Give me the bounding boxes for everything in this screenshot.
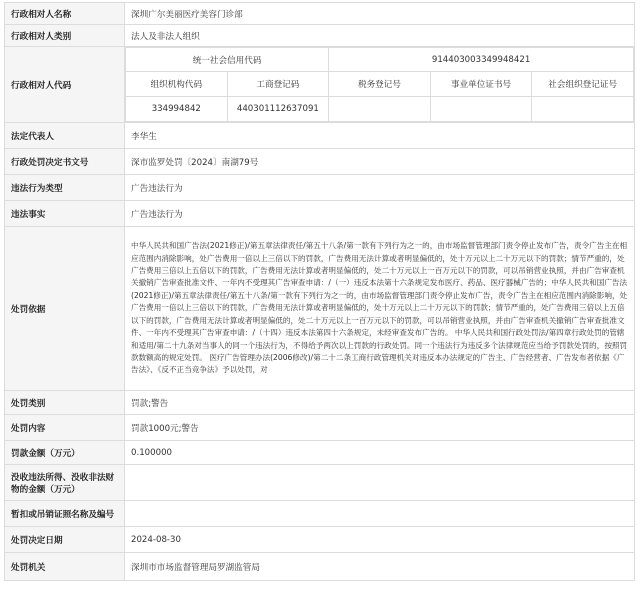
value-penalty-category: 罚款;警告 bbox=[125, 391, 635, 415]
value-authority: 深圳市市场监督管理局罗湖监管局 bbox=[125, 553, 635, 581]
label-penalty-category: 处罚类别 bbox=[5, 391, 125, 415]
value-decision-date: 2024-08-30 bbox=[125, 527, 635, 553]
penalty-info-table bbox=[4, 2, 635, 581]
row-legal-rep bbox=[5, 123, 635, 149]
value-legal-rep: 李华生 bbox=[125, 123, 635, 149]
row-codes bbox=[5, 47, 635, 123]
row-category bbox=[5, 25, 635, 47]
label-category: 行政相对人类别 bbox=[5, 25, 125, 47]
row-name bbox=[5, 3, 635, 25]
label-legal-rep: 法定代表人 bbox=[5, 123, 125, 149]
row-fine-amount bbox=[5, 441, 635, 465]
label-decision-date: 处罚决定日期 bbox=[5, 527, 125, 553]
codes-cell bbox=[125, 47, 635, 123]
label-penalty-content: 处罚内容 bbox=[5, 415, 125, 441]
uscc-label: 统一社会信用代码 bbox=[126, 48, 329, 72]
value-tax-reg bbox=[329, 97, 431, 122]
label-violation-facts: 违法事实 bbox=[5, 201, 125, 227]
row-confiscated bbox=[5, 465, 635, 501]
value-biz-reg: 440301112637091 bbox=[227, 97, 329, 122]
codes-table bbox=[125, 47, 634, 122]
value-category: 法人及非法人组织 bbox=[125, 25, 635, 47]
value-penalty-content: 罚款1000元;警告 bbox=[125, 415, 635, 441]
label-authority: 处罚机关 bbox=[5, 553, 125, 581]
header-org-code: 组织机构代码 bbox=[126, 72, 228, 97]
row-penalty-category bbox=[5, 391, 635, 415]
value-institution-cert bbox=[430, 97, 532, 122]
label-revoked-cert: 暂扣或吊销证照名称及编号 bbox=[5, 501, 125, 527]
label-fine-amount: 罚款金额（万元） bbox=[5, 441, 125, 465]
header-social-org: 社会组织登记证号 bbox=[532, 72, 634, 97]
label-codes: 行政相对人代码 bbox=[5, 47, 125, 123]
row-penalty-content bbox=[5, 415, 635, 441]
row-violation-type bbox=[5, 175, 635, 201]
value-confiscated bbox=[125, 465, 635, 501]
value-violation-type: 广告违法行为 bbox=[125, 175, 635, 201]
row-violation-facts bbox=[5, 201, 635, 227]
row-revoked-cert bbox=[5, 501, 635, 527]
label-confiscated: 没收违法所得、没收非法财物的金额（万元） bbox=[5, 465, 125, 501]
value-org-code: 334994842 bbox=[126, 97, 228, 122]
header-institution-cert: 事业单位证书号 bbox=[430, 72, 532, 97]
value-revoked-cert bbox=[125, 501, 635, 527]
value-name: 深圳广尔美丽医疗美容门诊部 bbox=[125, 3, 635, 25]
value-basis: 中华人民共和国广告法(2021修正)/第五章法律责任/第五十八条/第一款有下列行为之一的，由市场监督管理部门责令停止发布广告，责令广告主在相应范围内消除影响，处广告费用一倍以上三倍以下的罚款，广告费用无法计算或者明显偏低的，处十万元以上二十万元以下的罚款；情节严重的，处广告费用三倍以上五倍以下的罚款，广告费用无法计算或者明显偏低的，处二十万元以上一百万元以下的罚款，可以吊销营业执照，并由广告审查机关撤销广告审查批准文件、一年内不受理其广告审查申请：/（一）违反本法第十六条规定发布医疗、药品、医疗器械广告的；中华人民共和国广告法(2021修正)/第五章法律责任/第五十八条/第一款有下列行为之一的，由市场监督管理部门责令停止发布广告，责令广告主在相应范围内消除影响，处广告费用一倍以上三倍以下的罚款，广告费用无法计算或者明显偏低的，处十万元以上二十万元以下的罚款；情节严重的，处广告费用三倍以上五倍以下的罚款，广告费用无法计算或者明显偏低的，处二十万元以上一百万元以下的罚款，可以吊销营业执照，并由广告审查机关撤销广告审查批准文件、一年内不受理其广告审查申请：/（十四）违反本法第四十六条规定，未经审查发布广告的。 中华人民共和国行政处罚法/第四章行政处罚的管辖和适用/第二十九条对当事人的同一个违法行为，不得给予两次以上罚款的行政处罚。同一个违法行为违反多个法律规范应当给予罚款处罚的，按照罚款数额高的规定处罚。 医疗广告管理办法(2006修改)/第二十二条工商行政管理机关对违反本办法规定的广告主、广告经营者、广告发布者依据《广告法》、《反不正当竞争法》予以处罚，对 bbox=[125, 227, 635, 391]
value-doc-no: 深市监罗处罚〔2024〕南湖79号 bbox=[125, 149, 635, 175]
row-decision-date bbox=[5, 527, 635, 553]
label-violation-type: 违法行为类型 bbox=[5, 175, 125, 201]
uscc-value: 914403003349948421 bbox=[329, 48, 634, 72]
header-tax-reg: 税务登记号 bbox=[329, 72, 431, 97]
row-doc-no bbox=[5, 149, 635, 175]
label-name: 行政相对人名称 bbox=[5, 3, 125, 25]
header-biz-reg: 工商登记码 bbox=[227, 72, 329, 97]
label-doc-no: 行政处罚决定书文号 bbox=[5, 149, 125, 175]
value-fine-amount: 0.100000 bbox=[125, 441, 635, 465]
row-authority bbox=[5, 553, 635, 581]
label-basis: 处罚依据 bbox=[5, 227, 125, 391]
value-violation-facts: 广告违法行为 bbox=[125, 201, 635, 227]
row-basis bbox=[5, 227, 635, 391]
value-social-org bbox=[532, 97, 634, 122]
